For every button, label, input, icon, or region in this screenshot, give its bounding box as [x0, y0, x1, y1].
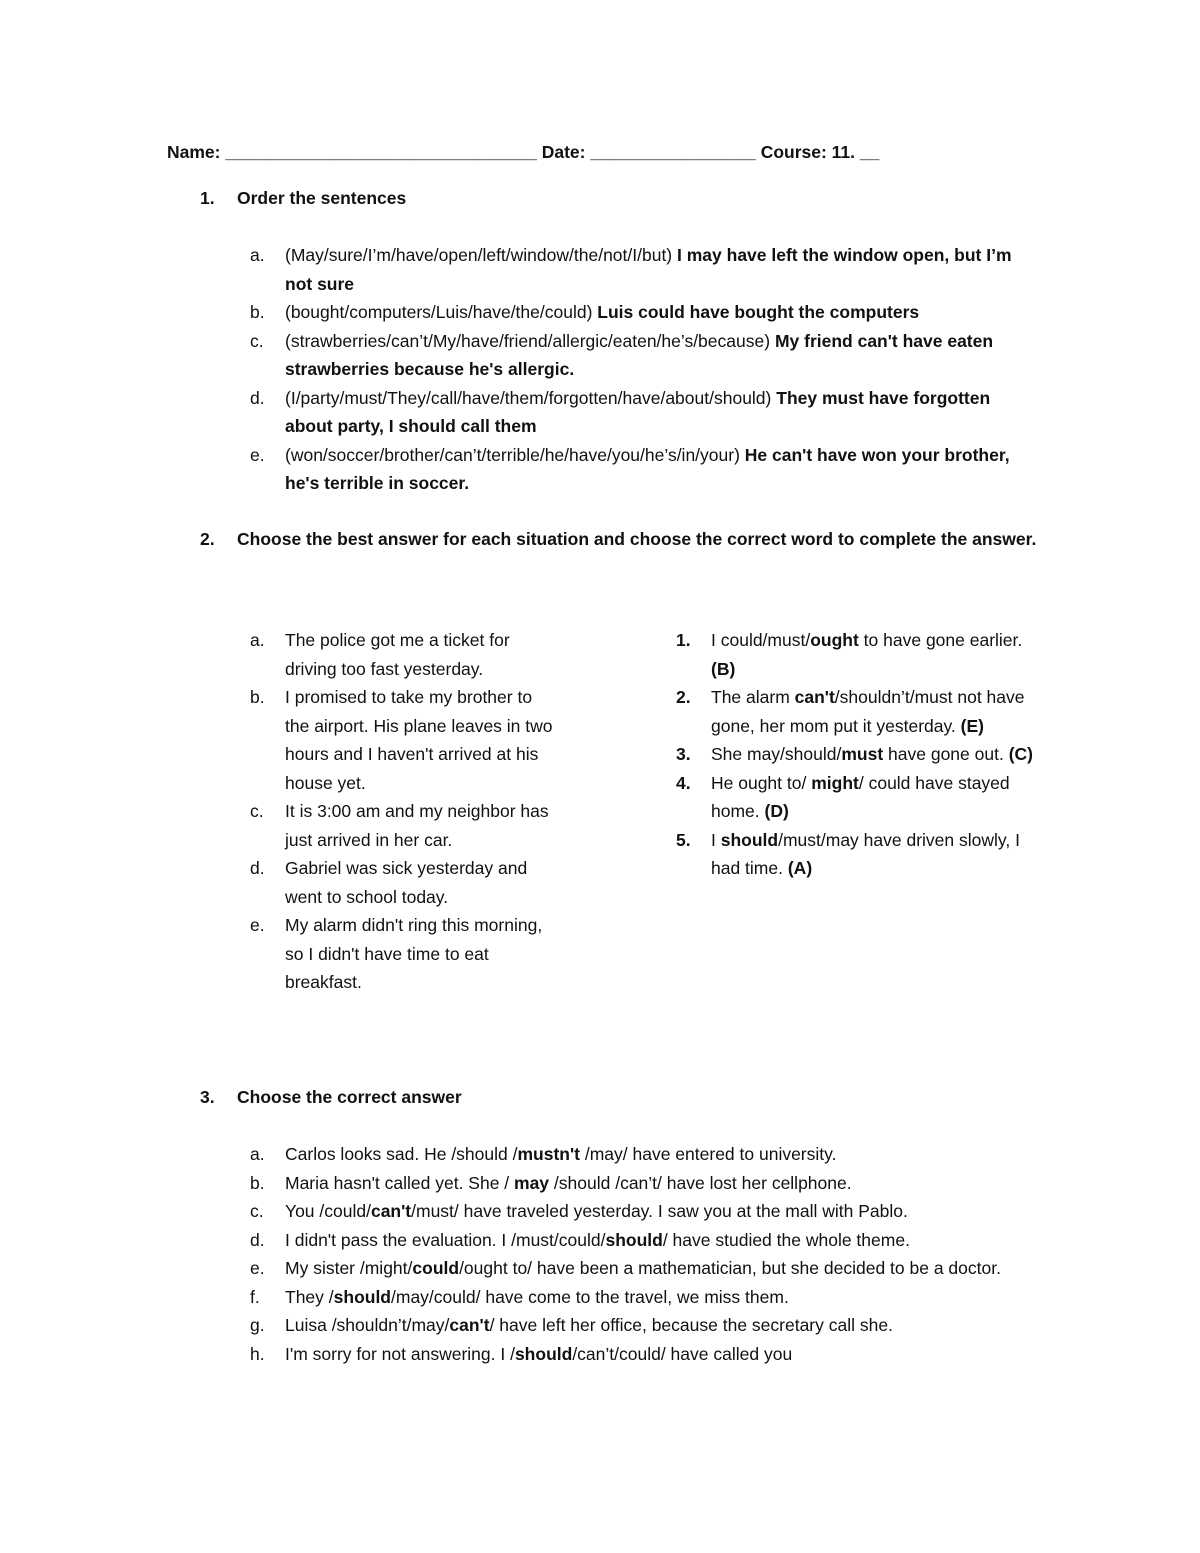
- answer-text: / could have stayed home.: [711, 772, 1010, 821]
- list-item: [676, 740, 1041, 769]
- section-title: Choose the correct answer: [237, 1087, 462, 1107]
- item-choice: can't: [370, 1201, 412, 1221]
- answer-text: I could/must/: [711, 630, 811, 650]
- item-answer: Luis could have bought the computers: [597, 302, 920, 322]
- list-item: [250, 327, 1025, 384]
- item-text: /ought to/ have been a mathematician, but she decided to be a doctor.: [459, 1258, 1001, 1278]
- item-choice: should: [333, 1286, 391, 1307]
- item-prompt: (won/soccer/brother/can’t/terrible/he/have/you/he’s/in/your): [285, 444, 740, 465]
- item-prompt: (I/party/must/They/call/have/them/forgotten/have/about/should): [285, 387, 772, 408]
- answer-letter: (E): [960, 715, 984, 736]
- list-item: [676, 626, 1041, 683]
- item-answer: My friend can't have eaten strawberries because he's allergic.: [285, 330, 994, 379]
- list-marker: 1.: [676, 630, 691, 650]
- situation-text: The police got me a ticket for driving too fast yesterday.: [285, 630, 510, 679]
- list-marker: a.: [250, 630, 265, 650]
- item-answer: I may have left the window open, but I’m not sure: [285, 245, 1012, 294]
- list-marker: h.: [250, 1343, 265, 1364]
- list-item: [250, 1140, 1035, 1169]
- list-marker: 3.: [676, 744, 691, 764]
- section-2-heading: [200, 525, 1037, 554]
- list-item: [250, 854, 560, 911]
- answer-letter: (D): [764, 801, 789, 821]
- answer-letter: (A): [787, 858, 813, 878]
- situation-text: My alarm didn't ring this morning, so I didn't have time to eat breakfast.: [285, 915, 543, 992]
- list-marker: a.: [250, 1144, 265, 1164]
- course-label: Course: 11.: [760, 142, 856, 162]
- answer-choice: ought: [810, 630, 859, 650]
- item-text: / have studied the whole theme.: [662, 1229, 910, 1250]
- list-item: [676, 683, 1041, 740]
- list-marker: c.: [250, 801, 264, 821]
- list-marker: c.: [250, 330, 264, 351]
- answer-choice: must: [841, 744, 884, 764]
- situation-text: I promised to take my brother to the airport. His plane leaves in two hours and I haven't arrived at his house yet.: [285, 687, 553, 793]
- section-3-heading: [200, 1083, 1037, 1112]
- item-text: /can’t/could/ have called you: [572, 1343, 793, 1364]
- list-item: [250, 1283, 1035, 1312]
- header-line: [167, 142, 879, 163]
- answer-choice: might: [811, 772, 859, 793]
- list-marker: 2.: [676, 687, 691, 707]
- list-marker: g.: [250, 1315, 265, 1335]
- list-marker: e.: [250, 1258, 265, 1278]
- section-title: Order the sentences: [237, 188, 407, 208]
- list-item: [676, 769, 1041, 826]
- list-item: [250, 1197, 1035, 1226]
- list-item: [250, 1311, 1035, 1340]
- answer-text: He ought to/: [711, 772, 812, 793]
- item-choice: may: [514, 1172, 550, 1193]
- list-item: [250, 683, 560, 797]
- list-item: [250, 384, 1025, 441]
- list-marker: c.: [250, 1201, 264, 1221]
- list-item: [676, 826, 1041, 883]
- item-choice: should: [605, 1229, 663, 1250]
- list-marker: b.: [250, 687, 265, 707]
- list-marker: a.: [250, 245, 265, 265]
- item-prompt: (bought/computers/Luis/have/the/could): [285, 302, 593, 322]
- item-text: My sister /might/: [285, 1258, 413, 1278]
- section-title: Choose the best answer for each situation and choose the correct word to complete the answer.: [237, 529, 1037, 549]
- list-item: [250, 797, 560, 854]
- item-answer: He can't have won your brother, he's terrible in soccer.: [285, 444, 1010, 493]
- item-text: You /could/: [285, 1201, 371, 1221]
- list-marker: 5.: [676, 829, 691, 850]
- item-text: Carlos looks sad. He /should /: [285, 1144, 518, 1164]
- section-3-list: [250, 1140, 1035, 1368]
- item-choice: mustn't: [517, 1144, 580, 1164]
- date-label: Date:: [541, 142, 586, 162]
- list-marker: 4.: [676, 772, 691, 793]
- date-blank: _________________: [590, 142, 756, 162]
- answer-choice: should: [720, 829, 779, 850]
- course-blank: __: [859, 142, 880, 162]
- list-item: [250, 1340, 1035, 1369]
- answer-text: /must/may have driven slowly, I had time.: [711, 829, 1020, 878]
- item-text: / have left her office, because the secretary call she.: [489, 1315, 893, 1335]
- item-choice: can't: [449, 1315, 490, 1335]
- item-choice: should: [514, 1343, 573, 1364]
- situation-text: Gabriel was sick yesterday and went to school today.: [285, 858, 528, 907]
- item-text: /should /can’t/ have lost her cellphone.: [549, 1172, 852, 1193]
- list-marker: e.: [250, 915, 265, 935]
- list-item: [250, 241, 1025, 298]
- list-item: [250, 626, 560, 683]
- list-item: [250, 911, 560, 997]
- list-item: [250, 1169, 1035, 1198]
- list-marker: e.: [250, 444, 265, 465]
- section-number: 3.: [200, 1087, 215, 1107]
- situation-text: It is 3:00 am and my neighbor has just arrived in her car.: [285, 801, 549, 850]
- section-number: 1.: [200, 188, 215, 208]
- section-1-heading: [200, 184, 1037, 213]
- item-text: I'm sorry for not answering. I /: [285, 1343, 515, 1364]
- answer-text: have gone out.: [883, 744, 1009, 764]
- list-marker: d.: [250, 1229, 265, 1250]
- answer-text: to have gone earlier.: [858, 630, 1023, 650]
- section-1-list: [250, 241, 1025, 498]
- answer-text: I: [711, 829, 721, 850]
- answers-list: [676, 626, 1041, 883]
- item-prompt: (strawberries/can’t/My/have/friend/allergic/eaten/he’s/because): [285, 330, 771, 351]
- item-answer: They must have forgotten about party, I should call them: [285, 387, 991, 436]
- answer-text: She may/should/: [711, 744, 842, 764]
- answer-text: /shouldn’t/must not have gone, her mom put it yesterday.: [711, 687, 1025, 736]
- item-prompt: (May/sure/I’m/have/open/left/window/the/not/I/but): [285, 245, 673, 265]
- item-text: /may/could/ have come to the travel, we miss them.: [391, 1286, 789, 1307]
- list-marker: f.: [250, 1286, 260, 1307]
- answer-text: The alarm: [711, 687, 795, 707]
- list-item: [250, 441, 1025, 498]
- item-text: /may/ have entered to university.: [579, 1144, 837, 1164]
- section-number: 2.: [200, 529, 215, 549]
- list-marker: b.: [250, 302, 265, 322]
- item-text: They /: [285, 1286, 334, 1307]
- item-text: Luisa /shouldn’t/may/: [285, 1315, 450, 1335]
- list-item: [250, 1254, 1035, 1283]
- answer-letter: (B): [711, 658, 736, 679]
- item-text: /must/ have traveled yesterday. I saw you at the mall with Pablo.: [411, 1201, 908, 1221]
- item-text: Maria hasn't called yet. She /: [285, 1172, 515, 1193]
- list-marker: b.: [250, 1172, 265, 1193]
- answer-choice: can't: [794, 687, 835, 707]
- list-item: [250, 298, 1025, 327]
- name-blank: ________________________________: [225, 142, 537, 162]
- name-label: Name:: [167, 142, 221, 162]
- list-marker: d.: [250, 858, 265, 878]
- list-marker: d.: [250, 387, 265, 408]
- situations-list: [250, 626, 560, 997]
- answer-letter: (C): [1008, 744, 1033, 764]
- list-item: [250, 1226, 1035, 1255]
- item-choice: could: [412, 1258, 460, 1278]
- item-text: I didn't pass the evaluation. I /must/could/: [285, 1229, 606, 1250]
